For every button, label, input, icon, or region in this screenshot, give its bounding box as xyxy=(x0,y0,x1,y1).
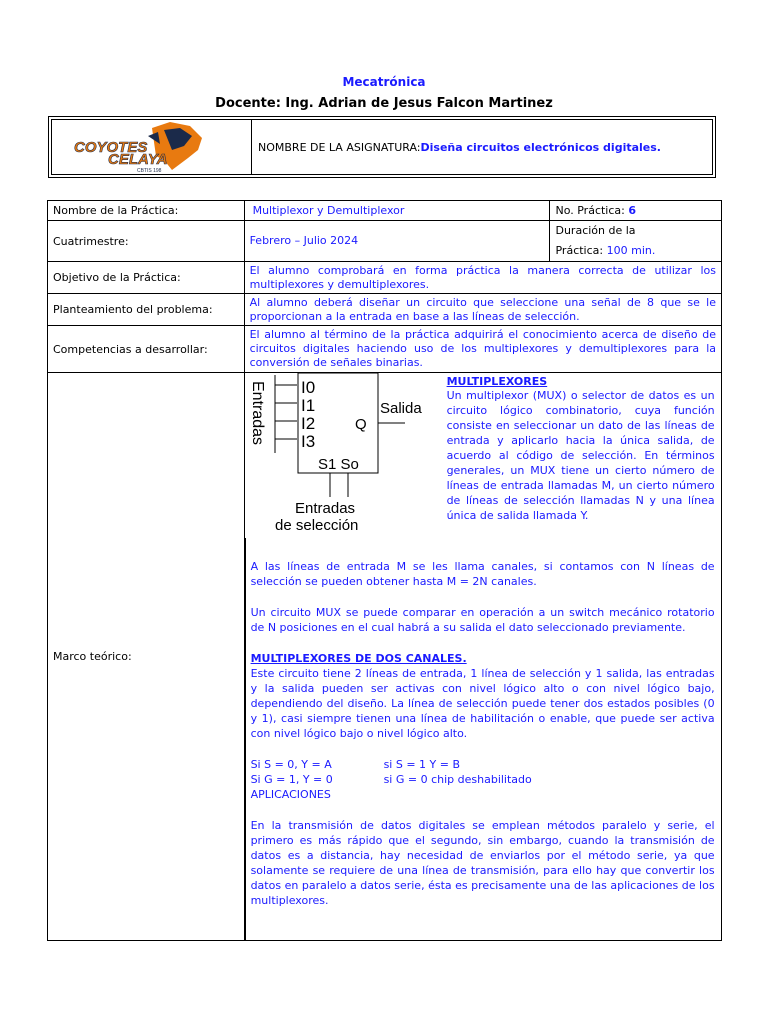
eq1a: Si S = 0, Y = A xyxy=(250,758,332,771)
inputs-label: Entradas xyxy=(248,381,266,446)
logo-cell xyxy=(52,120,252,174)
objective-label: Objetivo de la Práctica: xyxy=(48,262,245,294)
theory-label: Marco teórico: xyxy=(48,373,245,941)
theory-body xyxy=(251,559,715,908)
theory-p3: Este circuito tiene 2 líneas de entrada, 1 línea de selección y 1 salida, las entradas y la salida pueden ser activas con nivel lógico alto o con nivel lógico bajo, dependiendo del diseño. La línea de selección puede tener dos estados posibles (0 y 1), casi siempre tienen una línea de habilitación o enable, que puede ser activa con nivel lógico bajo o nivel lógico alto. xyxy=(250,667,715,740)
practice-no-cell xyxy=(550,201,722,221)
practice-name-value: Multiplexor y Demultiplexor xyxy=(244,201,550,221)
term-value: Febrero – Julio 2024 xyxy=(244,221,550,262)
practice-no-label: No. Práctica: xyxy=(555,204,629,217)
sel-pins-label: S1 So xyxy=(317,456,359,473)
mux-intro xyxy=(447,375,715,523)
duration-value: 100 min. xyxy=(606,244,656,257)
two-channel-title: MULTIPLEXORES DE DOS CANALES. xyxy=(250,652,467,665)
competencies-label: Competencias a desarrollar: xyxy=(48,326,245,373)
theory-p2: Un circuito MUX se puede comparar en operación a un switch mecánico rotatorio de N posiciones en el cual habrá a su salida el dato seleccionado previamente. xyxy=(250,606,715,634)
output-label: Salida xyxy=(379,400,422,417)
duration-label-2: Práctica: xyxy=(555,244,607,257)
program-title: Mecatrónica xyxy=(342,75,426,89)
practice-no-value: 6 xyxy=(628,204,637,217)
problem-value: Al alumno deberá diseñar un circuito que seleccione una señal de 8 que se le proporcionan a la entrada en base a las líneas de selección. xyxy=(244,294,721,326)
output-pin-label: Q xyxy=(354,416,367,433)
coyote-logo xyxy=(52,120,251,176)
theory-p4: En la transmisión de datos digitales se emplean métodos paralelo y serie, el primero es más rápido que el segundo, sin embargo, cuando la transmisión de datos es a distancia, hay necesidad de enviarlos por el método serie, ya que solamente se requiere de una línea de transmisión, para ello hay que convertir los datos en paralelo a datos serie, ésta es precisamente una de las aplicaciones de los multiplexores. xyxy=(250,819,715,907)
eq2a: Si G = 1, Y = 0 xyxy=(250,773,333,786)
apps-heading: APLICACIONES xyxy=(250,788,331,801)
equations xyxy=(251,757,715,802)
logo-tagline: CBTIS 198 xyxy=(137,168,162,174)
subject-value: Diseña circuitos electrónicos digitales. xyxy=(420,140,661,154)
mux-body: Un multiplexor (MUX) o selector de datos es un circuito lógico combinatorio, cuya función consiste en seleccionar un dato de las líneas de entrada y aplicarlo hacia la única salida, de acuerdo al código de selección. En términos generales, un MUX tiene un cierto número de líneas de entrada llamadas M, un cierto número de líneas de selección llamadas N y una línea única de salida llamada Y. xyxy=(446,389,715,522)
teacher-title: Docente: Ing. Adrian de Jesus Falcon Martinez xyxy=(215,96,553,111)
in0-label: I0 xyxy=(300,378,315,397)
sel-label-2: de selección xyxy=(274,517,358,534)
subject-label: NOMBRE DE LA ASIGNATURA: xyxy=(258,140,421,154)
eq1b: si S = 1 Y = B xyxy=(383,758,461,771)
objective-value: El alumno comprobará en forma práctica la manera correcta de utilizar los multiplexores y demultiplexores. xyxy=(244,262,721,294)
sel-label-1: Entradas xyxy=(294,500,355,517)
practice-name-label: Nombre de la Práctica: xyxy=(48,201,245,221)
subject-cell xyxy=(258,120,712,174)
duration-cell xyxy=(550,221,722,262)
problem-label: Planteamiento del problema: xyxy=(48,294,245,326)
header-box xyxy=(48,116,716,178)
term-label: Cuatrimestre: xyxy=(48,221,245,262)
logo-line1: COYOTES xyxy=(74,139,148,156)
eq2b: si G = 0 chip deshabilitado xyxy=(383,773,532,786)
in2-label: I2 xyxy=(300,414,315,433)
practice-table xyxy=(47,200,722,941)
mux-diagram xyxy=(245,373,441,535)
theory-p1: A las líneas de entrada M se les llama canales, si contamos con N líneas de selección se pueden obtener hasta M = 2N canales. xyxy=(250,560,715,588)
duration-label-1: Duración de la xyxy=(555,224,636,237)
logo-line2: CELAYA xyxy=(108,151,168,168)
in1-label: I1 xyxy=(300,396,315,415)
mux-title: MULTIPLEXORES xyxy=(446,375,548,388)
competencies-value: El alumno al término de la práctica adquirirá el conocimiento acerca de diseño de circuitos digitales haciendo uso de los multiplexores y demultiplexores para la conversión de señales binarias. xyxy=(244,326,721,373)
in3-label: I3 xyxy=(300,432,315,451)
coyote-ear-icon xyxy=(148,132,160,144)
theory-cell xyxy=(244,373,721,941)
